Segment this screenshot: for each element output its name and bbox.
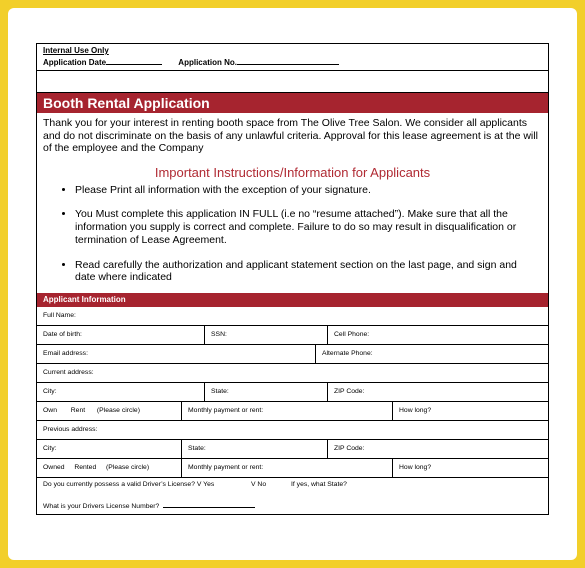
field-label: How long? bbox=[399, 464, 432, 472]
form-row bbox=[37, 439, 548, 458]
field-label: Do you currently possess a valid Driver’s License? V Yes bbox=[43, 481, 215, 489]
field-label: SSN: bbox=[211, 331, 227, 339]
field-label: If yes, what State? bbox=[291, 481, 347, 489]
license-no-option[interactable] bbox=[251, 478, 291, 494]
form-title: Booth Rental Application bbox=[37, 93, 548, 113]
field-label: Monthly payment or rent: bbox=[188, 407, 264, 415]
instruction-item: • Please Print all information with the exception of your signature. bbox=[75, 184, 538, 197]
form-row bbox=[37, 477, 548, 494]
cell-phone-field[interactable] bbox=[327, 326, 548, 344]
monthly-payment-field[interactable] bbox=[181, 402, 392, 420]
previous-state-field[interactable] bbox=[181, 440, 327, 458]
instructions-title: Important Instructions/Information for Applicants bbox=[154, 164, 431, 180]
application-date-label: Application Date bbox=[43, 58, 107, 67]
form-row bbox=[37, 458, 548, 477]
license-number-field[interactable] bbox=[37, 494, 548, 514]
field-label: Full Name: bbox=[43, 312, 76, 320]
how-long-field[interactable] bbox=[392, 402, 548, 420]
ssn-field[interactable] bbox=[204, 326, 327, 344]
field-label: How long? bbox=[399, 407, 432, 415]
form-row bbox=[37, 420, 548, 439]
dob-field[interactable] bbox=[37, 326, 204, 344]
field-label: City: bbox=[43, 388, 57, 396]
owned-rented-field[interactable] bbox=[37, 459, 181, 477]
state-field[interactable] bbox=[204, 383, 327, 401]
full-name-field[interactable] bbox=[37, 307, 548, 325]
instruction-item: • Read carefully the authorization and applicant statement section on the last page, and sign and date where indicated bbox=[75, 259, 538, 285]
owned-option[interactable]: Owned bbox=[43, 464, 65, 472]
license-number-blank[interactable] bbox=[163, 501, 255, 508]
field-label: City: bbox=[43, 445, 57, 453]
city-field[interactable] bbox=[37, 383, 204, 401]
field-label: Date of birth: bbox=[43, 331, 82, 339]
application-form bbox=[36, 43, 549, 515]
internal-use-title: Internal Use Only bbox=[43, 46, 109, 55]
previous-monthly-payment-field[interactable] bbox=[181, 459, 392, 477]
applicant-section-title: Applicant Information bbox=[37, 293, 548, 307]
license-question[interactable] bbox=[37, 478, 251, 494]
form-row bbox=[37, 325, 548, 344]
application-number-field[interactable] bbox=[237, 56, 339, 65]
instruction-item: • You Must complete this application IN FULL (i.e no “resume attached”). Make sure that all the information you supply is correct and complete. Failure to do so may result in disqualification or termination of Lease Agreement. bbox=[75, 208, 538, 246]
field-label: Cell Phone: bbox=[334, 331, 370, 339]
license-state-field[interactable] bbox=[291, 478, 548, 494]
alternate-phone-field[interactable] bbox=[315, 345, 548, 363]
field-label: What is your Drivers License Number? bbox=[43, 503, 160, 511]
own-option[interactable]: Own bbox=[43, 407, 57, 415]
application-number-label: Application No. bbox=[178, 58, 237, 67]
previous-address-field[interactable] bbox=[37, 421, 548, 439]
current-address-field[interactable] bbox=[37, 364, 548, 382]
field-label: ZIP Code: bbox=[334, 388, 365, 396]
rent-option[interactable]: Rent bbox=[70, 407, 86, 415]
field-label: ZIP Code: bbox=[334, 445, 365, 453]
rented-option[interactable]: Rented bbox=[74, 464, 97, 472]
field-label: Email address: bbox=[43, 350, 88, 358]
field-label: (Please circle) bbox=[96, 407, 140, 415]
application-date-field[interactable] bbox=[106, 56, 162, 65]
email-field[interactable] bbox=[37, 345, 315, 363]
field-label: Alternate Phone: bbox=[322, 350, 373, 358]
field-label: Monthly payment or rent: bbox=[188, 464, 264, 472]
internal-use-section bbox=[37, 44, 548, 71]
field-label: State: bbox=[188, 445, 206, 453]
previous-how-long-field[interactable] bbox=[392, 459, 548, 477]
previous-zip-field[interactable] bbox=[327, 440, 548, 458]
intro-text: Thank you for your interest in renting booth space from The Olive Tree Salon. We consider all applicants and do not discriminate on the basis of any unlawful criteria. Approval for this lease agreement is at the will of the employee and the Company bbox=[43, 117, 538, 154]
form-row bbox=[37, 363, 548, 382]
own-rent-field[interactable] bbox=[37, 402, 181, 420]
instructions-list bbox=[37, 184, 548, 285]
form-row bbox=[37, 494, 548, 514]
previous-city-field[interactable] bbox=[37, 440, 181, 458]
form-row bbox=[37, 401, 548, 420]
form-row bbox=[37, 382, 548, 401]
field-label: Previous address: bbox=[43, 426, 98, 434]
form-row bbox=[37, 344, 548, 363]
blank-row bbox=[37, 71, 548, 93]
applicant-fields bbox=[37, 307, 548, 514]
field-label: Current address: bbox=[43, 369, 94, 377]
zip-field[interactable] bbox=[327, 383, 548, 401]
field-label: (Please circle) bbox=[106, 464, 150, 472]
form-row bbox=[37, 307, 548, 325]
field-label: V No bbox=[251, 481, 267, 489]
field-label: State: bbox=[211, 388, 229, 396]
